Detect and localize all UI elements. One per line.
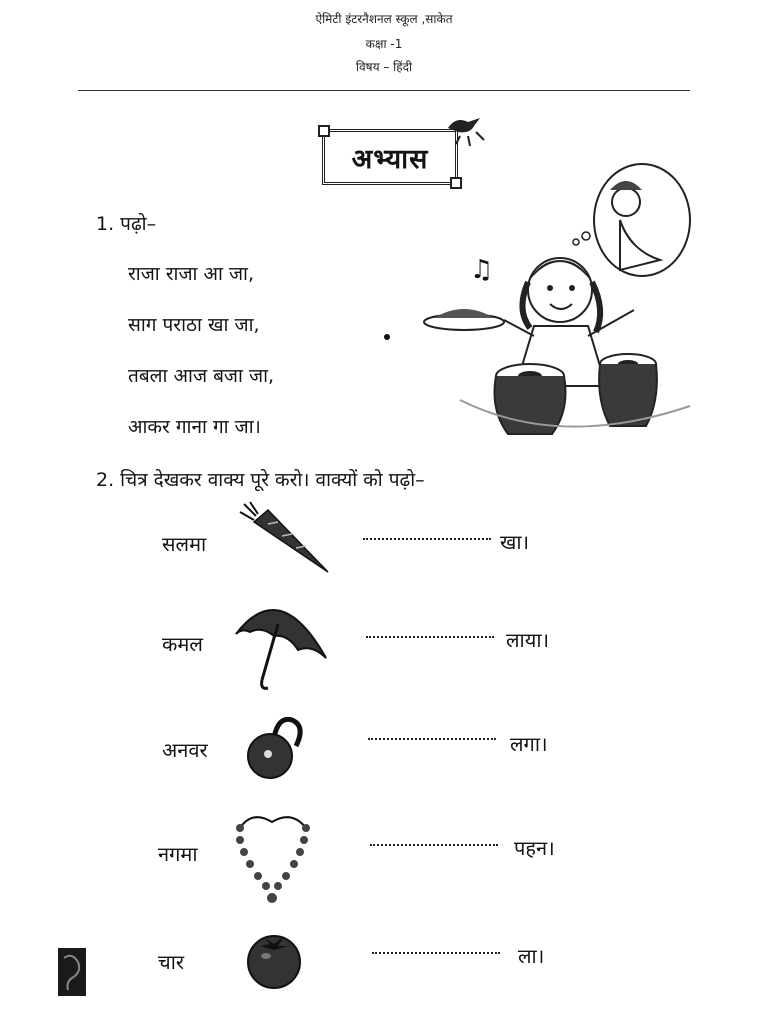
question-2-label: 2. चित्र देखकर वाक्य पूरे करो। वाक्यों को पढ़ो–	[96, 469, 425, 491]
corner-image-fragment	[58, 948, 86, 996]
class-label: कक्षा -1	[365, 37, 403, 51]
header-divider	[78, 90, 690, 91]
sentence-subject: चार	[158, 950, 185, 974]
sentence-ending: खा।	[500, 530, 530, 554]
sentence-subject: कमल	[162, 632, 203, 656]
question-1-label: 1. पढ़ो–	[96, 213, 157, 235]
sentence-ending: लाया।	[506, 628, 550, 652]
sentence-subject: सलमा	[162, 532, 207, 556]
carrot-icon	[238, 500, 334, 578]
tomato-icon	[244, 928, 304, 990]
sentence-subject: नगमा	[158, 842, 198, 866]
umbrella-icon	[232, 584, 330, 694]
poem-line: तबला आज बजा जा,	[128, 365, 275, 387]
sentence-ending: लगा।	[510, 732, 548, 756]
answer-blank[interactable]	[370, 844, 498, 846]
poem-line: आकर गाना गा जा।	[128, 416, 261, 438]
sentence-subject: अनवर	[162, 738, 208, 762]
lock-icon	[244, 712, 308, 782]
answer-blank[interactable]	[366, 636, 494, 638]
stray-dot	[384, 334, 390, 340]
exercise-title: अभ्यास	[322, 129, 458, 185]
girl-with-tabla-illustration	[420, 150, 700, 450]
subject-label: विषय – हिंदी	[355, 60, 413, 74]
poem-line: साग पराठा खा जा,	[128, 314, 260, 336]
answer-blank[interactable]	[368, 738, 496, 740]
answer-blank[interactable]	[363, 538, 491, 540]
answer-blank[interactable]	[372, 952, 500, 954]
poem-line: राजा राजा आ जा,	[128, 263, 255, 285]
sentence-ending: पहन।	[514, 836, 555, 860]
sentence-ending: ला।	[518, 944, 545, 968]
school-name: ऐमिटी इंटरनैशनल स्कूल ,साकेत	[315, 12, 453, 26]
necklace-icon	[232, 808, 314, 908]
svg-text:♫: ♫	[470, 255, 494, 285]
